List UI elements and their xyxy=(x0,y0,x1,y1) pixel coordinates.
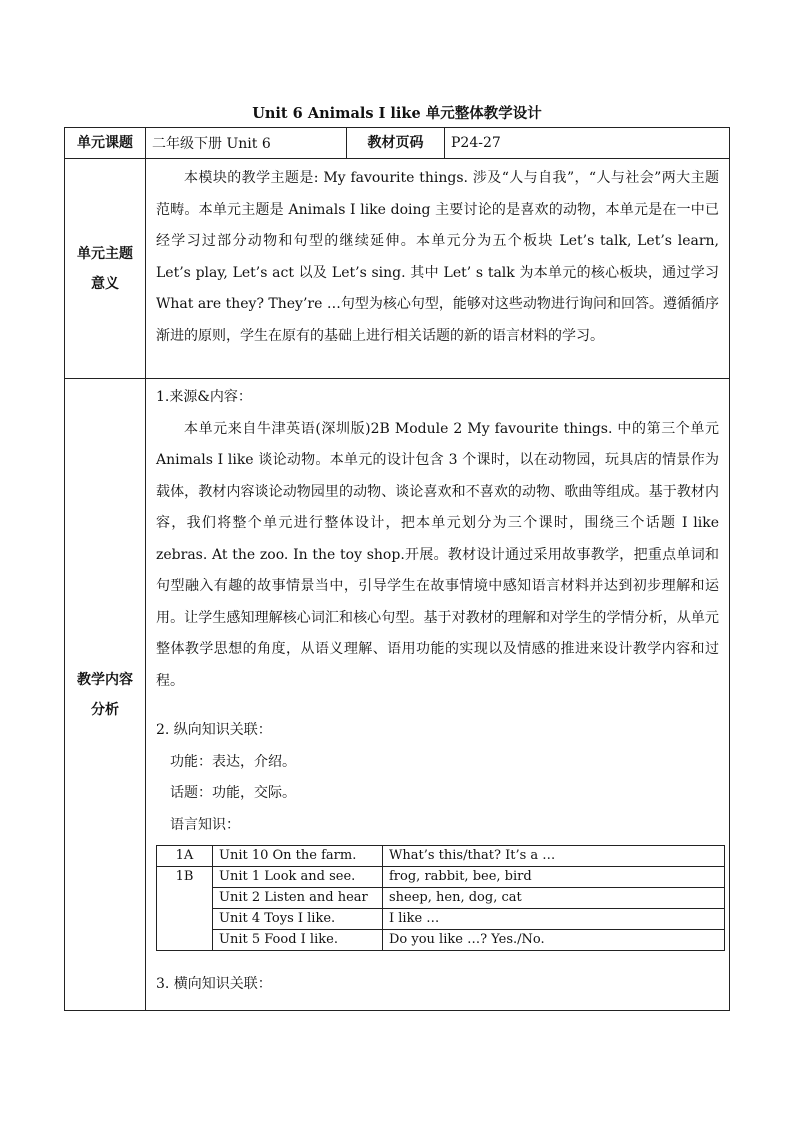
lesson-plan-table xyxy=(64,127,730,1011)
unit-cell: Unit 5 Food I like. xyxy=(213,930,383,951)
theme-label xyxy=(65,159,146,379)
content-cell xyxy=(146,379,730,1011)
unit-cell: Unit 10 On the farm. xyxy=(213,846,383,867)
page-label: 教材页码 xyxy=(347,128,445,159)
unit-cell: Unit 2 Listen and hear xyxy=(213,888,383,909)
grade-cell: 1B xyxy=(157,867,213,951)
section2-heading: 2. 纵向知识关联： xyxy=(156,722,272,738)
knowledge-relation-table xyxy=(156,845,725,951)
table-row xyxy=(157,867,725,888)
unit-label: 单元课题 xyxy=(65,128,146,159)
section2-function: 功能：表达，介绍。 xyxy=(170,753,296,770)
theme-text: 本模块的教学主题是: My favourite things. 涉及“人与自我”，“人与社会”两大主题范畴。本单元主题是 Animals I like doing 主要讨论的是喜欢的动物，本单元是在一中已经学习过部分动物和句型的继续延伸。本单元分为五个板块 Let’s talk, Let’s learn, Let’s play, Let’s act 以及 Let’s sing. 其中 Let’ s talk 为本单元的核心板块，通过学习 What are they? They’re …句型为核心句型，能够对这些动物进行询问和回答。遵循循序渐进的原则，学生在原有的基础上进行相关话题的新的语言材料的学习。 xyxy=(156,170,719,344)
section2-topic: 话题：功能，交际。 xyxy=(170,785,296,801)
section2-language: 语言知识： xyxy=(170,816,240,833)
unit-value: 二年级下册 Unit 6 xyxy=(146,128,347,159)
theme-label-line2: 意义 xyxy=(91,275,119,292)
section3-heading: 3. 横向知识关联： xyxy=(156,976,272,992)
unit-cell: Unit 4 Toys I like. xyxy=(213,909,383,930)
table-row xyxy=(157,888,725,909)
grade-cell: 1A xyxy=(157,846,213,867)
document-title: Unit 6 Animals I like 单元整体教学设计 xyxy=(252,105,542,122)
language-cell: frog, rabbit, bee, bird xyxy=(383,867,725,888)
language-cell: I like … xyxy=(383,909,725,930)
content-label xyxy=(65,379,146,1011)
unit-cell: Unit 1 Look and see. xyxy=(213,867,383,888)
theme-label-line1: 单元主题 xyxy=(77,245,133,262)
table-row xyxy=(157,930,725,951)
page-value: P24-27 xyxy=(445,128,730,159)
section1-heading: 1.来源&内容： xyxy=(156,389,252,405)
table-row xyxy=(157,846,725,867)
language-cell: sheep, hen, dog, cat xyxy=(383,888,725,909)
theme-cell xyxy=(146,159,730,379)
content-label-line2: 分析 xyxy=(91,701,119,718)
language-cell: Do you like …? Yes./No. xyxy=(383,930,725,951)
table-row xyxy=(157,909,725,930)
language-cell: What’s this/that? It’s a … xyxy=(383,846,725,867)
section1-text: 本单元来自牛津英语(深圳版)2B Module 2 My favourite things. 中的第三个单元 Animals I like 谈论动物。本单元的设计包含 3 个课时，以在动物园，玩具店的情景作为载体，教材内容谈论动物园里的动物、谈论喜欢和不喜欢的动物、歌曲等组成。基于教材内容，我们将整个单元进行整体设计，把本单元划分为三个课时，围绕三个话题 I like zebras. At the zoo. In the toy shop.开展。教材设计通过采用故事教学，把重点单词和句型融入有趣的故事情景当中，引导学生在故事情境中感知语言材料并达到初步理解和运用。让学生感知理解核心词汇和核心句型。基于对教材的理解和对学生的学情分析，从单元整体教学思想的角度，从语义理解、语用功能的实现以及情感的推进来设计教学内容和过程。 xyxy=(156,420,719,689)
content-label-line1: 教学内容 xyxy=(77,671,133,688)
